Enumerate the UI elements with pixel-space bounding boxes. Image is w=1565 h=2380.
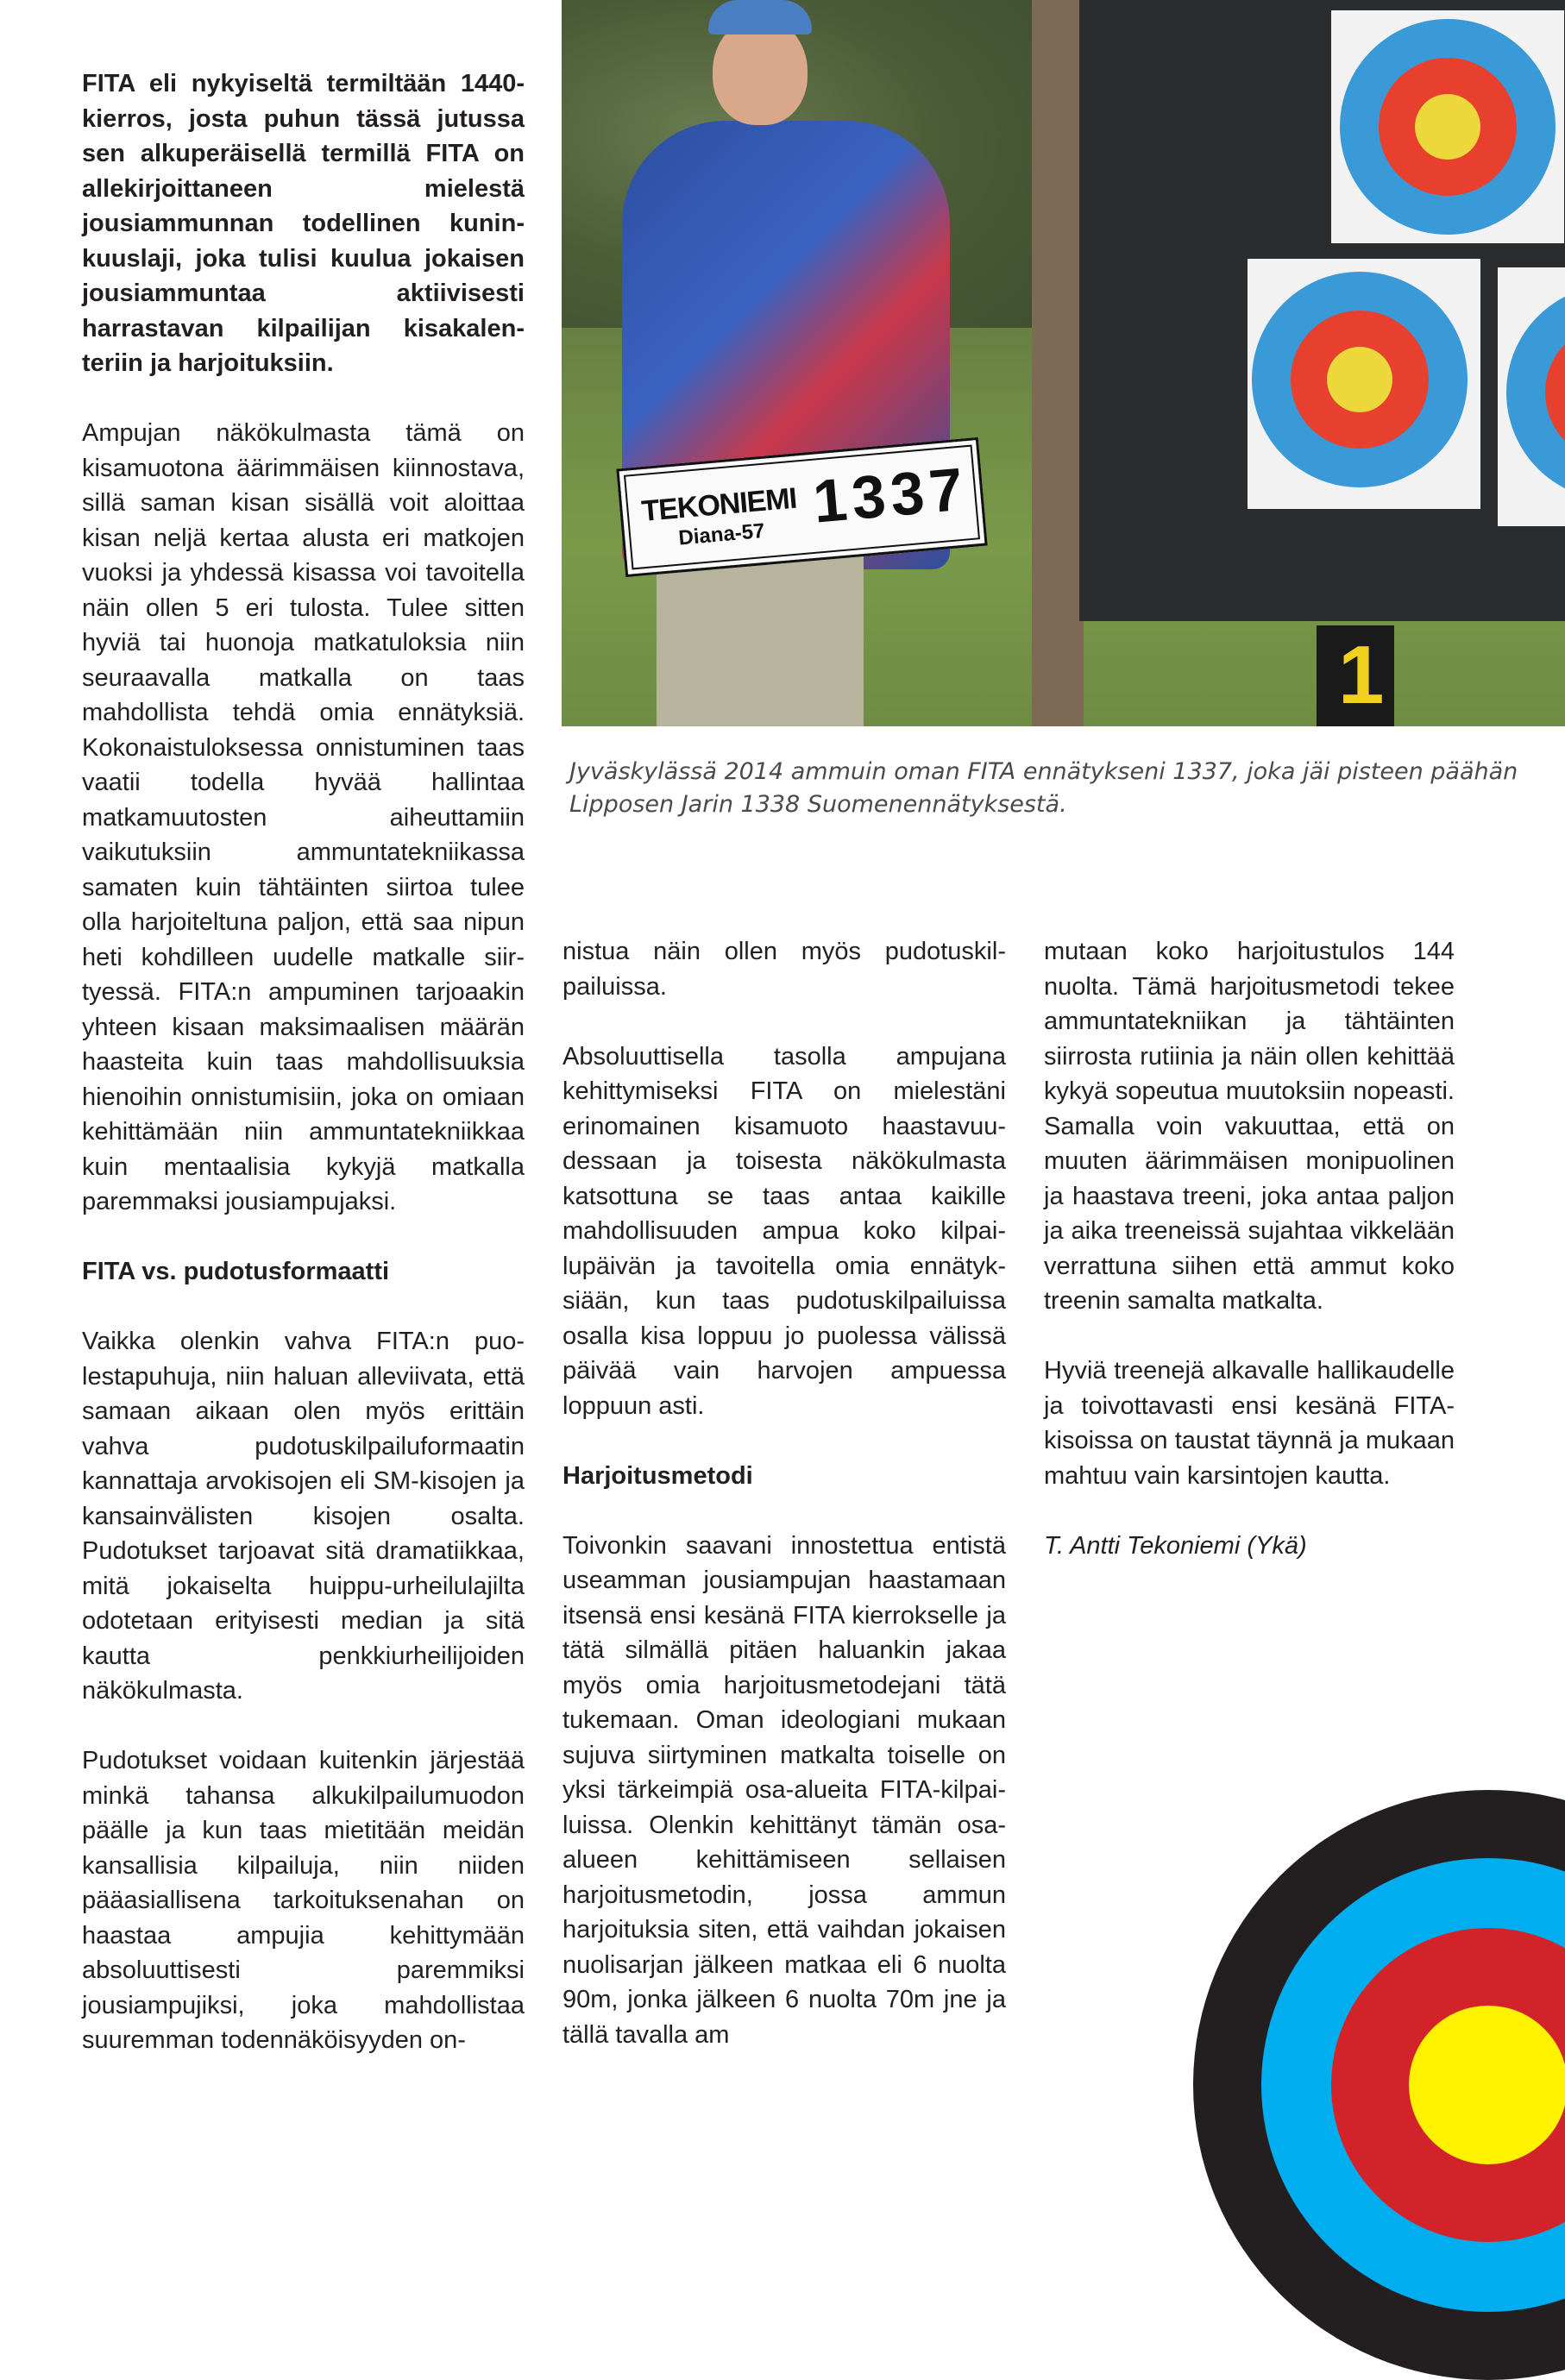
section-heading: Harjoitusmetodi [563,1461,753,1490]
photo-target-face-lower-right [1498,267,1565,526]
photo-target-board [1079,0,1565,621]
photo-archer-cap [708,0,812,35]
photo-caption: Jyväskylässä 2014 ammuin oman FITA ennätykseni 1337, joka jäi pisteen päähän Lipposen Jarin 1338 Suomenennätyksestä. [569,758,1518,818]
lead-paragraph: FITA eli nykyiseltä termiltään 1440-kierros, josta puhun tässä jutussa sen alkuperäisellä termillä FITA on allekirjoittaneen mielestä jousiammunnan todellinen kuninkuuslaji, joka tulisi kuulua jokaisen jousiammuntaa aktiivisesti harrastavan kilpailijan kisakalenteriin ja harjoituksiin. [82,70,525,377]
sign-name: TEKONIEMI [640,481,798,529]
body-paragraph: Pudotukset voidaan kuitenkin järjestää minkä tahansa alkukilpailumuodon päälle ja kun taas mietitään meidän kansallisia kilpailuja, niin niiden pääasiallisena tarkoituksenahan on haastaa ampujia kehittymään absoluuttisesti paremmiksi jousiampujiksi, joka mahdollistaa suuremman todennäköisyyden on- [82,1747,525,2054]
body-paragraph: Absoluuttisella tasolla ampujana kehittymiseksi FITA on mielestäni erinomainen kisamuoto haastavuudessaan ja toisesta näkökulmasta katsottuna se taas antaa kaikille mahdollisuuden ampua koko kilpailupäivän ja tavoitella omia ennätyksiään, kun taas pudotuskilpailuissa osalla kisa loppuu jo puolessa välissä päivää vain harvojen ampuessa loppuun asti. [563,1042,1006,1420]
body-paragraph: Toivonkin saavani innostettua entistä useamman jousiampujan haastamaan itsensä ensi kesänä FITA kierrokselle ja tätä silmällä pitäen haluankin jakaa myös omia harjoitusmetodejani tätä tukemaan. Oman ideologiani mukaan sujuva siirtyminen matkalta toiselle on yksi tärkeimpiä osa-alueita FITA-kilpailuissa. Olenkin kehittänyt tämän osa-alueen kehittämiseen sellaisen harjoitusmetodin, jossa ammun harjoituksia siten, että vaihdan jokaisen nuolisarjan jälkeen matkaa eli 6 nuolta 90m, jonka jälkeen 6 nuolta 70m jne ja tällä tavalla am [563,1531,1006,2049]
body-paragraph: mutaan koko harjoitustulos 144 nuolta. Tämä harjoitusmetodi tekee ammuntatekniikan ja tähtäinten siirrosta rutiinia ja näin ollen kehittää kykyä sopeutua muutoksiin nopeasti. Samalla voin vakuuttaa, että on muuten äärimmäisen monipuolinen ja haastava treeni, joka antaa paljon ja aika treeneissä sujahtaa vikkelään verrattuna siihen että ammut koko treenin samalta matkalta. [1044,938,1455,1315]
body-paragraph-continued: nistua näin ollen myös pudotuskilpailuissa. [563,938,1006,1001]
article-column-2 [563,934,1006,2052]
photo-target-face-top [1331,10,1564,243]
archery-target-decoration-icon [1193,1790,1565,2380]
article-column-3 [1044,934,1455,1563]
article-photo [562,0,1565,726]
sign-subtitle: Diana-57 [677,518,766,550]
body-paragraph: Vaikka olenkin vahva FITA:n puolestapuhuja, niin haluan alleviivata, että samaan aikaan olen myös erittäin vahva pudotuskilpailuformaatin kannattaja arvokisojen eli SM-kisojen ja kansainvälisten kisojen osalta. Pudotukset tarjoavat sitä dramatiikkaa, mitä jokaiselta huippu-urheilulajilta odotetaan erityisesti median ja sitä kautta penkkiurheilijoiden näkökulmasta. [82,1328,525,1705]
author-signature: T. Antti Tekoniemi (Ykä) [1044,1531,1307,1560]
article-column-1 [82,66,525,2058]
body-paragraph: Hyviä treenejä alkavalle hallikaudelle ja toivottavasti ensi kesänä FITA-kisoissa on taustat täynnä ja mukaan mahtuu vain karsintojen kautta. [1044,1357,1455,1490]
target-number: 1 [1338,629,1385,721]
photo-target-face-lower-left [1248,259,1480,509]
target-ring-yellow [1409,2006,1565,2164]
photo-target-stand-post [1032,0,1084,726]
section-heading: FITA vs. pudotusformaatti [82,1258,390,1285]
sign-score: 1337 [810,455,971,536]
target-number-plate [1317,625,1394,726]
photo-archer-pants [657,552,864,726]
body-paragraph: Ampujan näkökulmasta tämä on kisamuotona äärimmäisen kiinnostava, sillä saman kisan sisällä voit aloittaa kisan neljä kertaa alusta eri matkojen vuoksi ja yhdessä kisassa voi tavoitella näin ollen 5 eri tulosta. Tulee sitten hyviä tai huonoja matkatuloksia niin seuraavalla matkalla on taas mahdollista tehdä omia ennätyksiä. Kokonaistuloksessa onnistuminen taas vaatii todella hyvää hallintaa matkamuutosten aiheuttamiin vaikutuksiin ammuntatekniikassa samaten kuin tähtäinten siirtoa tulee olla harjoiteltuna paljon, että saa nipun heti kohdilleen uudelle matkalle siirtyessä. FITA:n ampuminen tarjoaakin yhteen kisaan maksimaalisen määrän haasteita kuin taas mahdollisuuksia hienoihin onnistumisiin, joka on omiaan kehittämään niin ammuntatekniikkaa kuin mentaalisia kykyjä matkalla paremmaksi jousiampujaksi. [82,419,525,1215]
